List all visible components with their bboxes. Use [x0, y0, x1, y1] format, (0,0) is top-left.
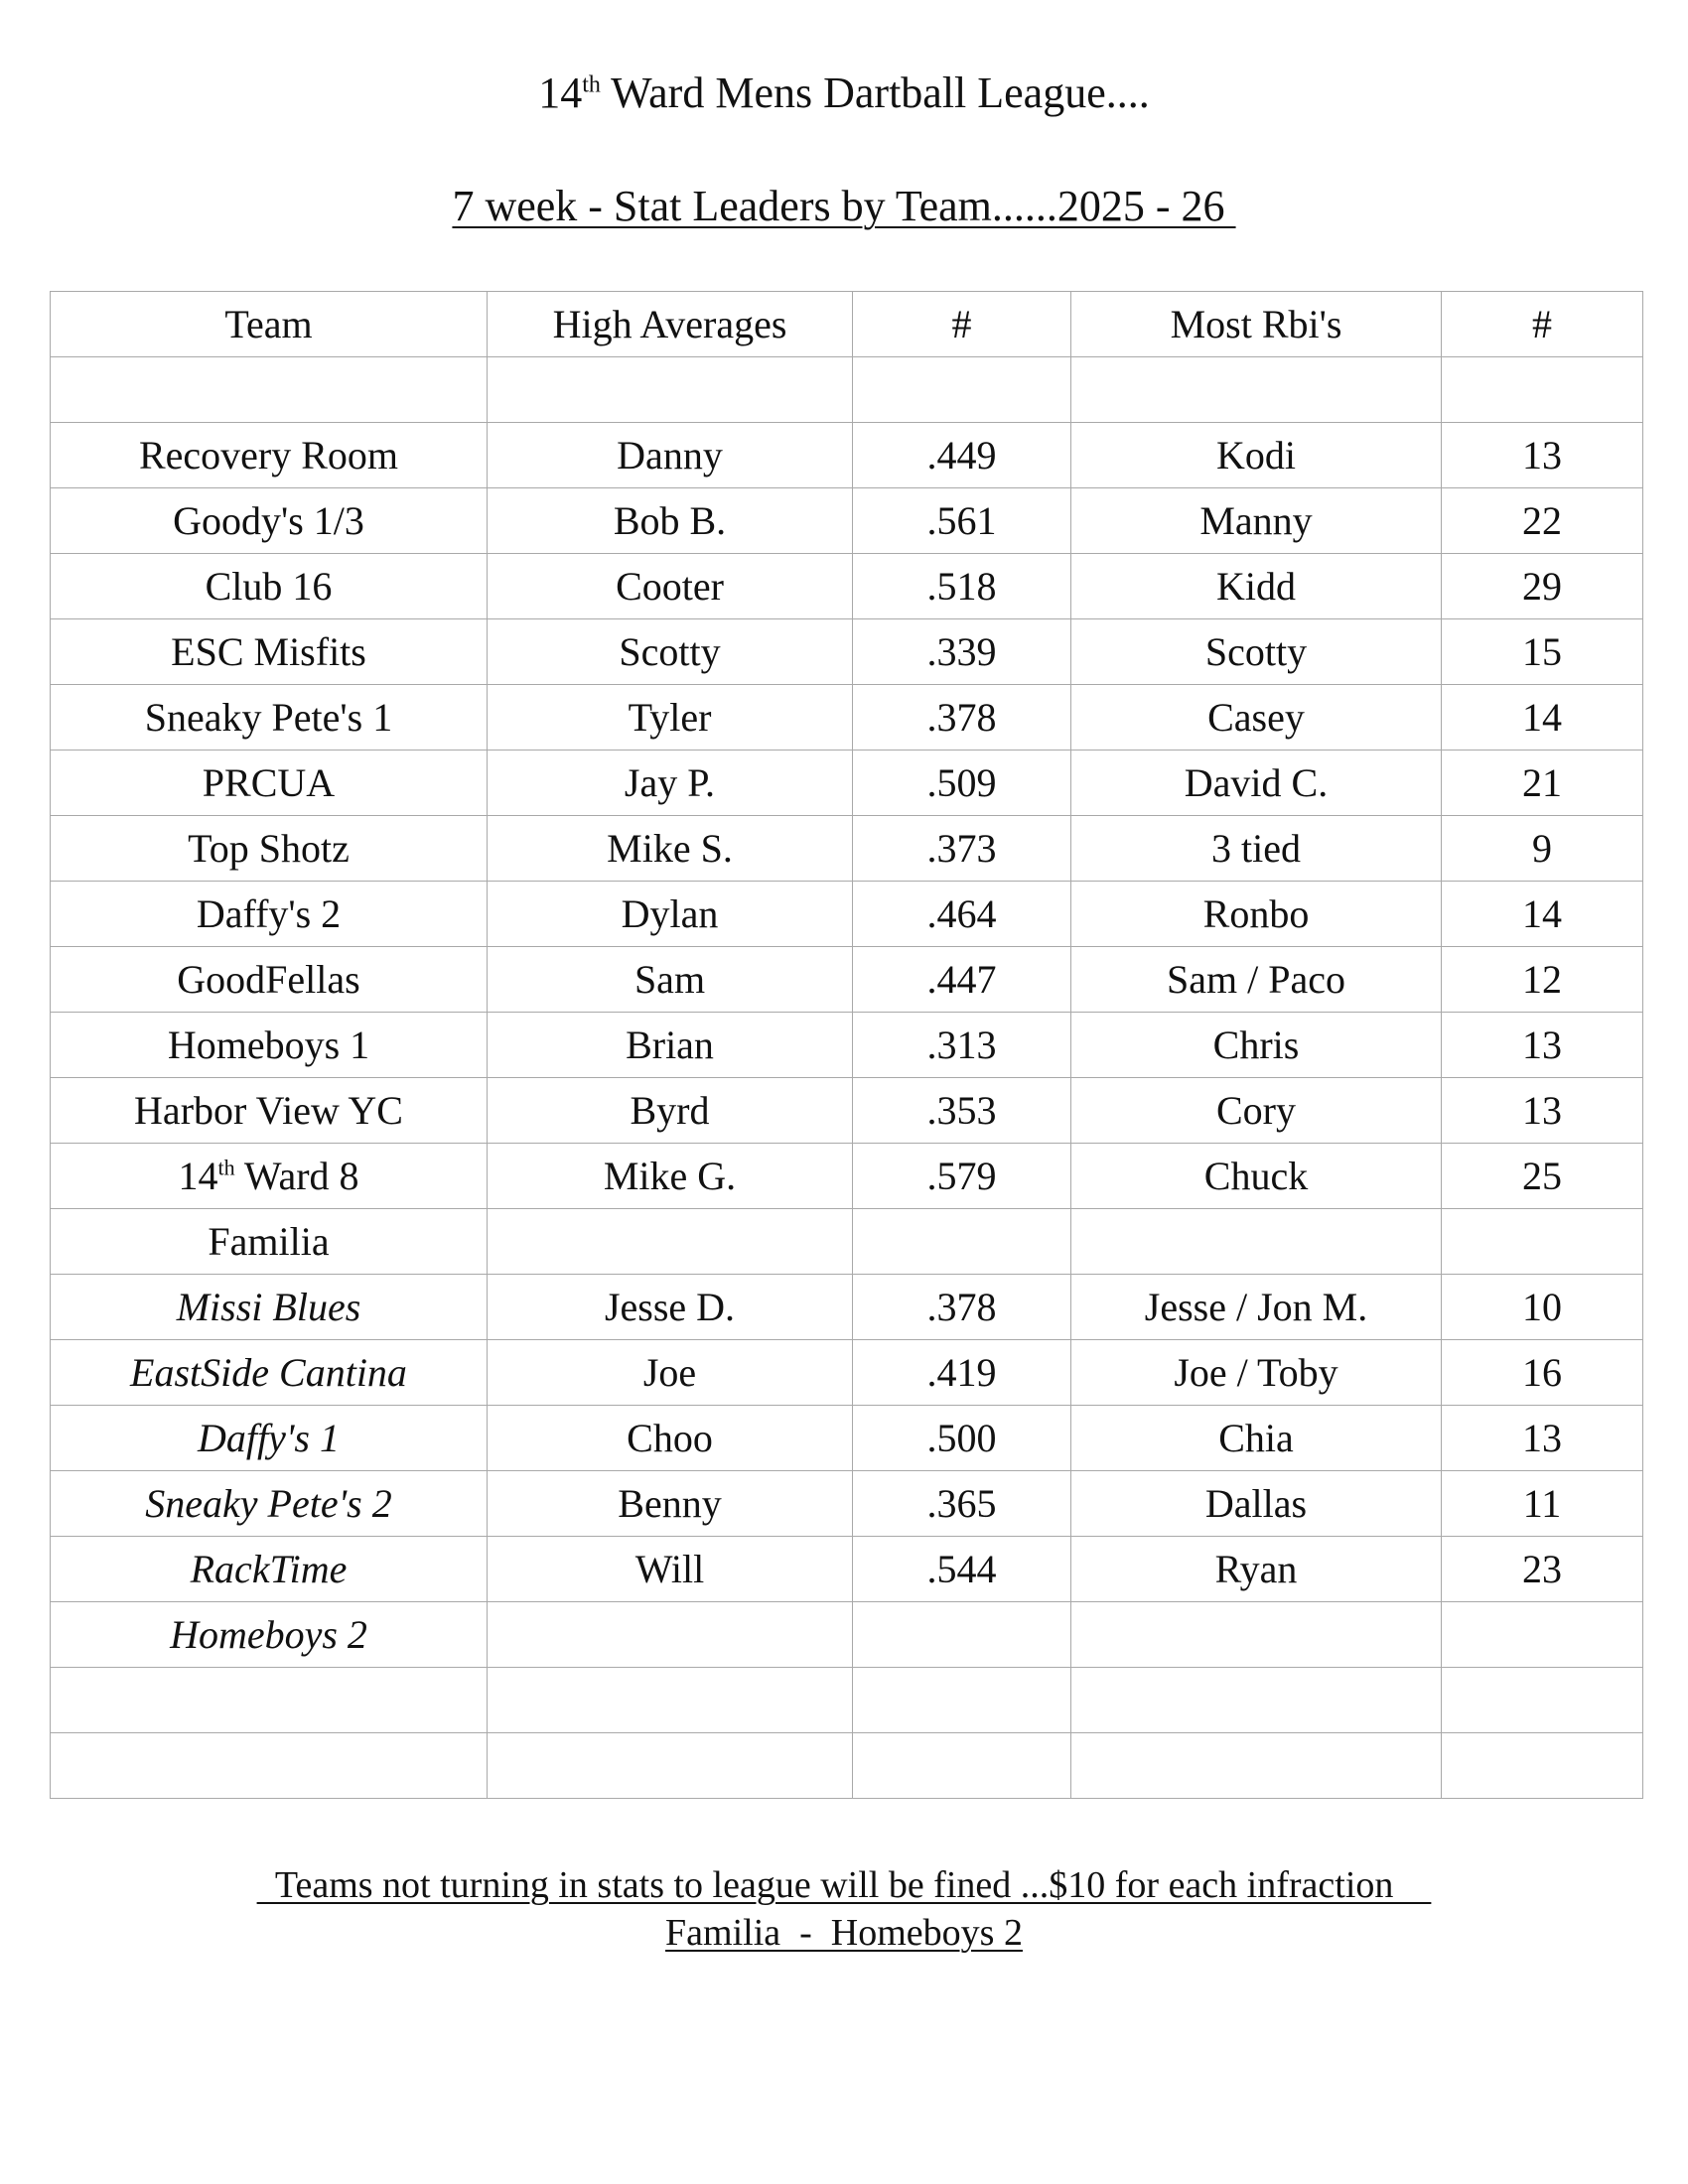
team-cell: Daffy's 1	[51, 1406, 488, 1471]
high-average-player-cell: Will	[488, 1537, 853, 1602]
rbi-player-cell: Chris	[1071, 1013, 1442, 1078]
rbi-value-cell: 11	[1442, 1471, 1643, 1537]
average-value-cell: .579	[853, 1144, 1071, 1209]
fine-notice	[0, 1862, 1688, 1908]
table-row	[51, 751, 1643, 816]
high-average-player-cell	[488, 1733, 853, 1799]
table-row	[51, 1078, 1643, 1144]
high-average-player-cell: Choo	[488, 1406, 853, 1471]
rbi-player-cell: Ryan	[1071, 1537, 1442, 1602]
table-row	[51, 816, 1643, 882]
rbi-player-cell: David C.	[1071, 751, 1442, 816]
subtitle-text: 7 week - Stat Leaders by Team......2025 - 26	[452, 182, 1236, 230]
average-value-cell: .378	[853, 685, 1071, 751]
table-row	[51, 1668, 1643, 1733]
table-row	[51, 685, 1643, 751]
high-average-player-cell: Benny	[488, 1471, 853, 1537]
table-row	[51, 1209, 1643, 1275]
high-average-player-cell: Byrd	[488, 1078, 853, 1144]
rbi-value-cell: 23	[1442, 1537, 1643, 1602]
table-row	[51, 554, 1643, 619]
high-average-player-cell: Joe	[488, 1340, 853, 1406]
table-row	[51, 488, 1643, 554]
team-rest: Ward 8	[234, 1153, 359, 1198]
average-value-cell: .378	[853, 1275, 1071, 1340]
rbi-player-cell: Casey	[1071, 685, 1442, 751]
team-cell: RackTime	[51, 1537, 488, 1602]
team-cell: Top Shotz	[51, 816, 488, 882]
table-row	[51, 1537, 1643, 1602]
team-cell	[51, 1668, 488, 1733]
rbi-value-cell: 13	[1442, 423, 1643, 488]
rbi-player-cell: Ronbo	[1071, 882, 1442, 947]
table-row	[51, 1013, 1643, 1078]
rbi-player-cell: Scotty	[1071, 619, 1442, 685]
table-row	[51, 1733, 1643, 1799]
rbi-player-cell: 3 tied	[1071, 816, 1442, 882]
rbi-value-cell: 13	[1442, 1013, 1643, 1078]
rbi-value-cell: 13	[1442, 1406, 1643, 1471]
rbi-player-cell: Manny	[1071, 488, 1442, 554]
rbi-value-cell	[1442, 1602, 1643, 1668]
rbi-value-cell: 15	[1442, 619, 1643, 685]
team-cell: Harbor View YC	[51, 1078, 488, 1144]
average-value-cell: .353	[853, 1078, 1071, 1144]
high-average-player-cell	[488, 1602, 853, 1668]
table-row	[51, 619, 1643, 685]
average-value-cell: .509	[853, 751, 1071, 816]
high-average-player-cell: Bob B.	[488, 488, 853, 554]
rbi-value-cell: 13	[1442, 1078, 1643, 1144]
high-average-player-cell: Jesse D.	[488, 1275, 853, 1340]
rbi-player-cell	[1071, 1602, 1442, 1668]
average-value-cell	[853, 1733, 1071, 1799]
average-value-cell	[853, 1209, 1071, 1275]
rbi-player-cell: Jesse / Jon M.	[1071, 1275, 1442, 1340]
rbi-value-cell: 25	[1442, 1144, 1643, 1209]
fined-teams-text: Familia - Homeboys 2	[665, 1912, 1023, 1954]
table-row	[51, 882, 1643, 947]
high-average-player-cell: Dylan	[488, 882, 853, 947]
table-row	[51, 423, 1643, 488]
rbi-value-cell: 9	[1442, 816, 1643, 882]
team-cell	[51, 357, 488, 423]
rbi-value-cell: 29	[1442, 554, 1643, 619]
table-row	[51, 1144, 1643, 1209]
team-cell: Recovery Room	[51, 423, 488, 488]
header-team: Team	[51, 292, 488, 357]
table-row	[51, 1340, 1643, 1406]
rbi-value-cell: 16	[1442, 1340, 1643, 1406]
high-average-player-cell: Scotty	[488, 619, 853, 685]
header-rbi-number: #	[1442, 292, 1643, 357]
average-value-cell: .464	[853, 882, 1071, 947]
rbi-value-cell	[1442, 357, 1643, 423]
high-average-player-cell: Danny	[488, 423, 853, 488]
team-cell: Homeboys 2	[51, 1602, 488, 1668]
high-average-player-cell: Mike G.	[488, 1144, 853, 1209]
team-cell: Sneaky Pete's 2	[51, 1471, 488, 1537]
rbi-player-cell	[1071, 1209, 1442, 1275]
team-prefix: 14	[178, 1153, 218, 1198]
average-value-cell	[853, 1668, 1071, 1733]
team-cell: Missi Blues	[51, 1275, 488, 1340]
average-value-cell: .544	[853, 1537, 1071, 1602]
rbi-player-cell: Kodi	[1071, 423, 1442, 488]
average-value-cell: .447	[853, 947, 1071, 1013]
team-cell	[51, 1144, 488, 1209]
high-average-player-cell: Brian	[488, 1013, 853, 1078]
rbi-value-cell	[1442, 1209, 1643, 1275]
rbi-player-cell: Dallas	[1071, 1471, 1442, 1537]
header-high-averages: High Averages	[488, 292, 853, 357]
header-most-rbis: Most Rbi's	[1071, 292, 1442, 357]
average-value-cell: .313	[853, 1013, 1071, 1078]
team-cell: ESC Misfits	[51, 619, 488, 685]
rbi-value-cell	[1442, 1733, 1643, 1799]
average-value-cell	[853, 357, 1071, 423]
table-row	[51, 1406, 1643, 1471]
high-average-player-cell: Jay P.	[488, 751, 853, 816]
fined-teams	[0, 1910, 1688, 1956]
table-row	[51, 1275, 1643, 1340]
rbi-player-cell: Kidd	[1071, 554, 1442, 619]
average-value-cell: .365	[853, 1471, 1071, 1537]
rbi-value-cell: 21	[1442, 751, 1643, 816]
rbi-player-cell: Joe / Toby	[1071, 1340, 1442, 1406]
team-cell	[51, 1733, 488, 1799]
table-header-row	[51, 292, 1643, 357]
average-value-cell: .449	[853, 423, 1071, 488]
rbi-value-cell: 22	[1442, 488, 1643, 554]
table-row	[51, 357, 1643, 423]
team-cell: Goody's 1/3	[51, 488, 488, 554]
average-value-cell: .373	[853, 816, 1071, 882]
average-value-cell: .419	[853, 1340, 1071, 1406]
rbi-value-cell: 14	[1442, 882, 1643, 947]
title-prefix: 14	[538, 68, 583, 117]
high-average-player-cell	[488, 1209, 853, 1275]
stat-leaders-table	[50, 291, 1643, 1799]
title-rest: Ward Mens Dartball League....	[600, 68, 1150, 117]
high-average-player-cell: Cooter	[488, 554, 853, 619]
page-subtitle	[0, 179, 1688, 234]
rbi-player-cell: Chuck	[1071, 1144, 1442, 1209]
high-average-player-cell: Tyler	[488, 685, 853, 751]
team-cell: Homeboys 1	[51, 1013, 488, 1078]
rbi-player-cell	[1071, 357, 1442, 423]
rbi-player-cell	[1071, 1733, 1442, 1799]
rbi-player-cell: Sam / Paco	[1071, 947, 1442, 1013]
rbi-value-cell: 14	[1442, 685, 1643, 751]
team-cell: Daffy's 2	[51, 882, 488, 947]
average-value-cell: .561	[853, 488, 1071, 554]
team-cell: GoodFellas	[51, 947, 488, 1013]
team-cell: Club 16	[51, 554, 488, 619]
header-average-number: #	[853, 292, 1071, 357]
average-value-cell: .500	[853, 1406, 1071, 1471]
rbi-value-cell	[1442, 1668, 1643, 1733]
team-cell: PRCUA	[51, 751, 488, 816]
rbi-value-cell: 12	[1442, 947, 1643, 1013]
rbi-player-cell: Chia	[1071, 1406, 1442, 1471]
team-cell: Sneaky Pete's 1	[51, 685, 488, 751]
team-cell: EastSide Cantina	[51, 1340, 488, 1406]
title-superscript: th	[582, 71, 601, 98]
page-title	[0, 66, 1688, 121]
average-value-cell	[853, 1602, 1071, 1668]
high-average-player-cell	[488, 357, 853, 423]
team-cell: Familia	[51, 1209, 488, 1275]
rbi-player-cell	[1071, 1668, 1442, 1733]
team-superscript: th	[217, 1155, 235, 1180]
average-value-cell: .518	[853, 554, 1071, 619]
rbi-player-cell: Cory	[1071, 1078, 1442, 1144]
high-average-player-cell	[488, 1668, 853, 1733]
high-average-player-cell: Sam	[488, 947, 853, 1013]
table-row	[51, 947, 1643, 1013]
rbi-value-cell: 10	[1442, 1275, 1643, 1340]
table-row	[51, 1602, 1643, 1668]
average-value-cell: .339	[853, 619, 1071, 685]
fine-notice-text: Teams not turning in stats to league will be fined ...$10 for each infraction	[256, 1864, 1432, 1906]
high-average-player-cell: Mike S.	[488, 816, 853, 882]
table-row	[51, 1471, 1643, 1537]
